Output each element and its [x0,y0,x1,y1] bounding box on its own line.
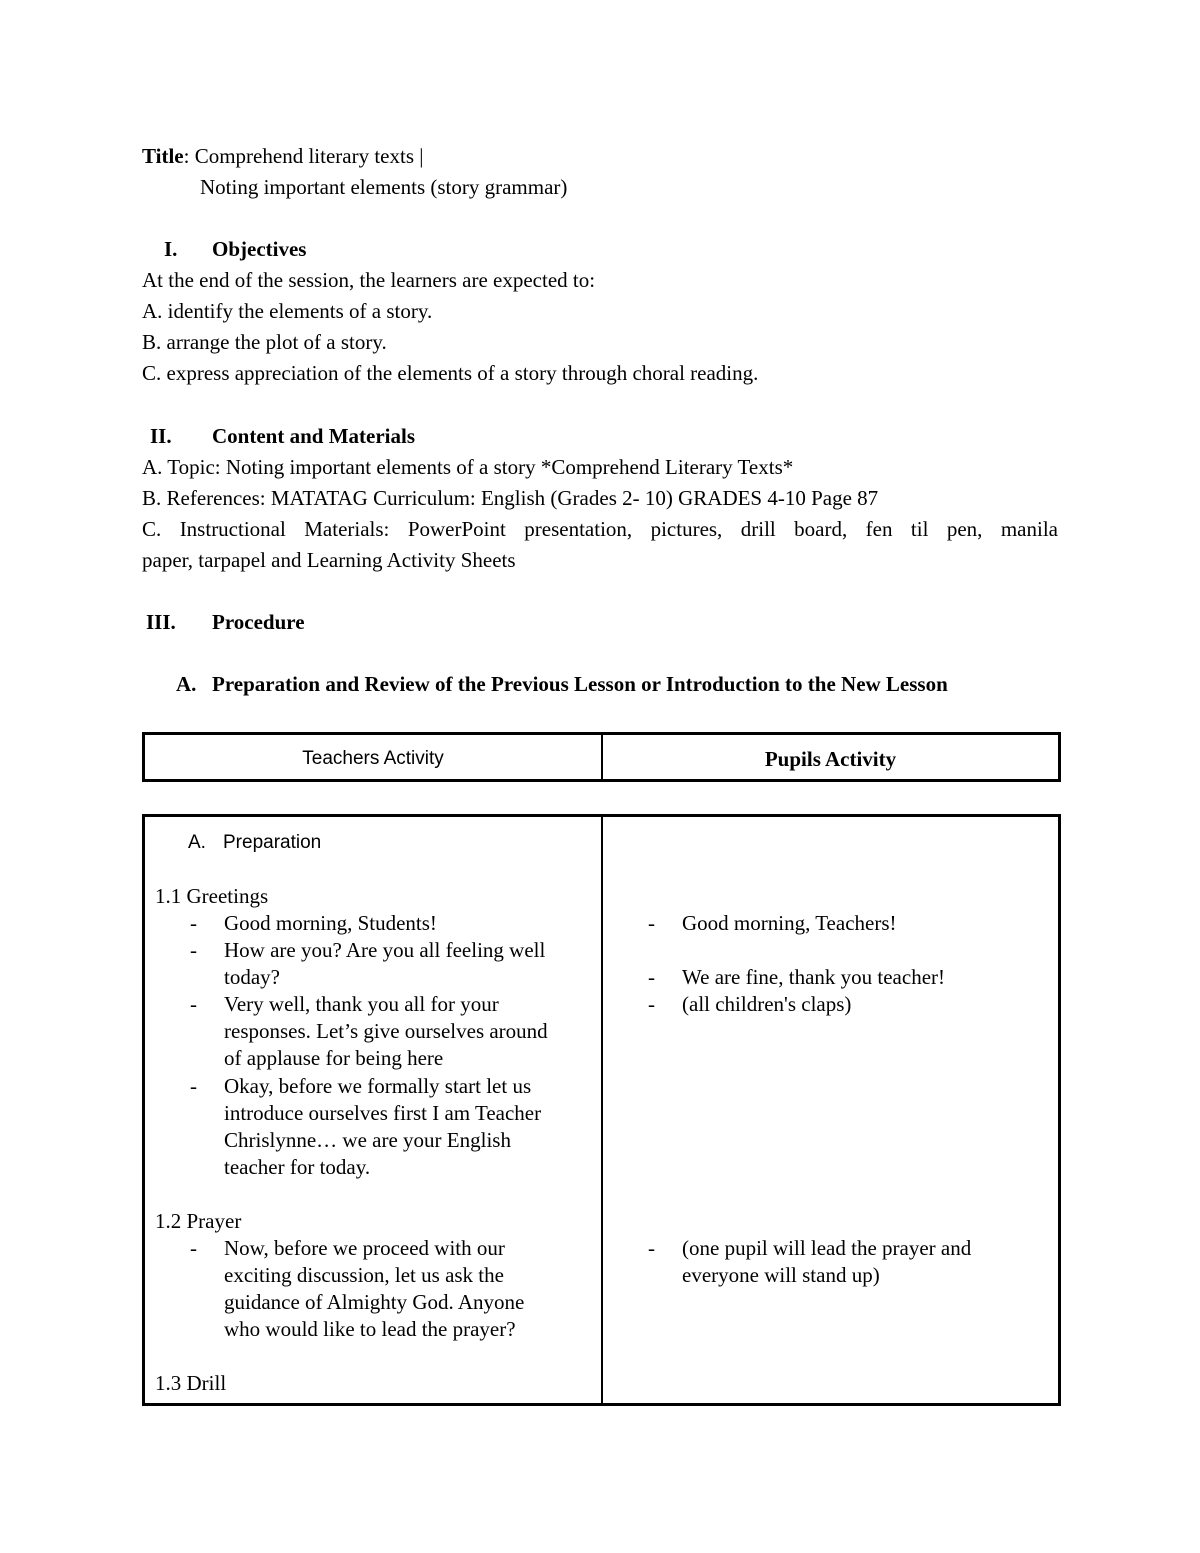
teacher-line-1: Good morning, Students! [224,911,437,935]
objectives-intro: At the end of the session, the learners are expected to: [142,268,596,292]
drill-label: 1.3 Drill [155,1371,227,1395]
title-colon: : [183,144,190,168]
teacher-line-4a: Okay, before we formally start let us [224,1074,532,1098]
pupil-line-4a: (one pupil will lead the prayer and [682,1236,972,1260]
title-label: Title [142,144,184,168]
objectives-heading: Objectives [212,237,307,261]
procedure-sub-letter: A. [176,672,197,696]
title-text-1: Comprehend literary texts | [194,144,424,168]
teacher-line-3b: responses. Let’s give ourselves around [224,1019,548,1043]
objective-item-a: A. identify the elements of a story. [142,299,433,323]
activity-table-header [142,732,1061,782]
teacher-dash-5: - [190,1236,197,1260]
procedure-sub-heading: Preparation and Review of the Previous Lesson or Introduction to the New Lesson [212,672,948,696]
procedure-heading: Procedure [212,610,305,634]
teacher-line-5a: Now, before we proceed with our [224,1236,505,1260]
pupil-dash-1: - [648,911,655,935]
teacher-dash-2: - [190,938,197,962]
content-references: B. References: MATATAG Curriculum: English (Grades 2- 10) GRADES 4-10 Page 87 [142,486,879,510]
prep-label: Preparation [223,832,322,853]
title-line [142,146,423,167]
teachers-activity-header: Teachers Activity [302,748,444,769]
pupil-dash-2: - [648,965,655,989]
teacher-line-4b: introduce ourselves first I am Teacher [224,1101,542,1125]
teacher-line-3c: of applause for being here [224,1046,444,1070]
pupil-line-1: Good morning, Teachers! [682,911,897,935]
content-materials-1: C. Instructional Materials: PowerPoint presentation, pictures, drill board, fen til pen, manila [142,517,1058,541]
teacher-line-2b: today? [224,965,280,989]
prayer-label: 1.2 Prayer [155,1209,242,1233]
teacher-line-5c: guidance of Almighty God. Anyone [224,1290,525,1314]
teacher-line-5d: who would like to lead the prayer? [224,1317,516,1341]
objective-item-c: C. express appreciation of the elements of a story through choral reading. [142,361,759,385]
teacher-line-2a: How are you? Are you all feeling well [224,938,546,962]
title-text-2: Noting important elements (story grammar) [200,175,568,199]
pupil-dash-3: - [648,992,655,1016]
body-divider [601,817,603,1403]
teacher-line-5b: exciting discussion, let us ask the [224,1263,504,1287]
teacher-line-3a: Very well, thank you all for your [224,992,499,1016]
teacher-dash-1: - [190,911,197,935]
procedure-numeral: III. [146,610,176,634]
objective-item-b: B. arrange the plot of a story. [142,330,387,354]
teacher-dash-4: - [190,1074,197,1098]
teacher-dash-3: - [190,992,197,1016]
pupil-line-3: (all children's claps) [682,992,852,1016]
prep-letter: A. [188,832,206,853]
greetings-label: 1.1 Greetings [155,884,269,908]
activity-table-body [142,814,1061,1406]
content-heading: Content and Materials [212,424,415,448]
content-topic: A. Topic: Noting important elements of a story *Comprehend Literary Texts* [142,455,794,479]
pupil-line-2: We are fine, thank you teacher! [682,965,946,989]
pupil-dash-4: - [648,1236,655,1260]
objectives-numeral: I. [164,237,178,261]
teacher-line-4d: teacher for today. [224,1155,371,1179]
pupils-activity-header: Pupils Activity [764,747,897,771]
teacher-line-4c: Chrislynne… we are your English [224,1128,511,1152]
pupil-line-4b: everyone will stand up) [682,1263,880,1287]
content-numeral: II. [150,424,172,448]
content-materials-2: paper, tarpapel and Learning Activity Sheets [142,548,516,572]
